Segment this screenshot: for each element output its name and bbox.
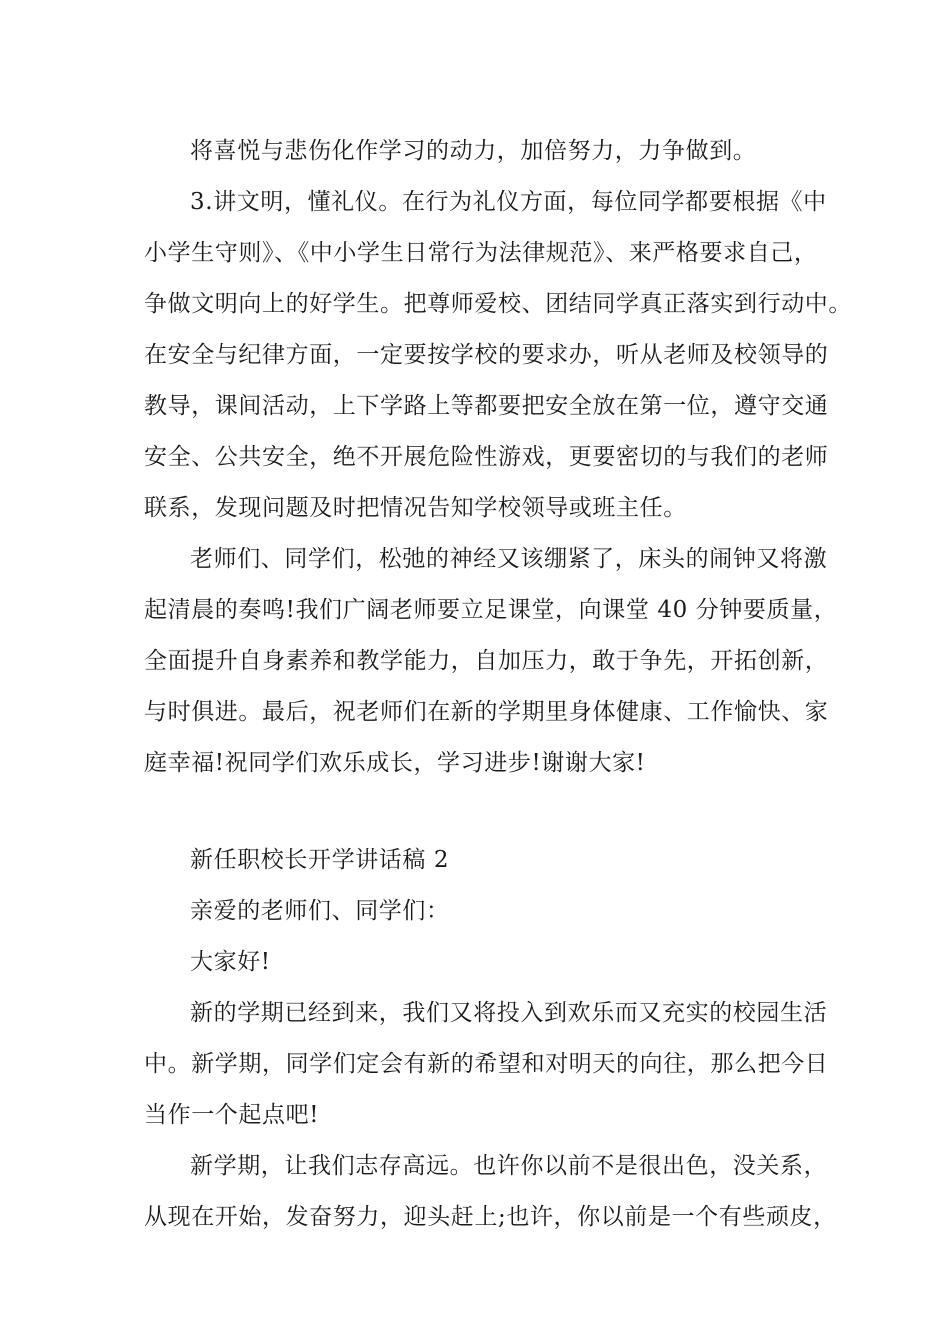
greeting: 大家好!	[190, 949, 271, 975]
text-line: 教导，课间活动，上下学路上等都要把安全放在第一位，遵守交通	[144, 393, 829, 419]
text-line: 新的学期已经到来，我们又将投入到欢乐而又充实的校园生活	[190, 1000, 828, 1026]
text-line: 全面提升自身素养和教学能力，自加压力，敢于争先，开拓创新，	[144, 648, 829, 674]
text-line: 争做文明向上的好学生。把尊师爱校、团结同学真正落实到行动中。	[144, 291, 852, 317]
text-line: 联系，发现问题及时把情况告知学校领导或班主任。	[144, 495, 687, 521]
text-line: 与时俱进。最后，祝老师们在新的学期里身体健康、工作愉快、家	[144, 699, 829, 725]
text-line: 新学期，让我们志存高远。也许你以前不是很出色，没关系，	[190, 1153, 828, 1179]
text-line: 小学生守则》、《中小学生日常行为法律规范》、来严格要求自己，	[144, 240, 818, 266]
text-line: 安全、公共安全，绝不开展危险性游戏，更要密切的与我们的老师	[144, 444, 829, 470]
text-line: 起清晨的奏鸣!我们广阔老师要立足课堂，向课堂 40 分钟要质量，	[144, 597, 838, 623]
salutation: 亲爱的老师们、同学们：	[190, 898, 450, 924]
text-line: 3.讲文明，懂礼仪。在行为礼仪方面，每位同学都要根据《中	[190, 189, 827, 215]
text-line: 当作一个起点吧!	[144, 1102, 320, 1128]
text-line: 将喜悦与悲伤化作学习的动力，加倍努力，力争做到。	[190, 138, 757, 164]
text-line: 从现在开始，发奋努力，迎头赶上;也许，你以前是一个有些顽皮，	[144, 1204, 837, 1230]
text-line: 老师们、同学们，松弛的神经又该绷紧了，床头的闹钟又将激	[190, 546, 828, 572]
text-line: 在安全与纪律方面，一定要按学校的要求办，听从老师及校领导的	[144, 342, 829, 368]
text-line: 庭幸福!祝同学们欢乐成长，学习进步!谢谢大家!	[144, 750, 646, 776]
section-heading: 新任职校长开学讲话稿 2	[190, 847, 450, 873]
text-line: 中。新学期，同学们定会有新的希望和对明天的向往，那么把今日	[144, 1051, 829, 1077]
